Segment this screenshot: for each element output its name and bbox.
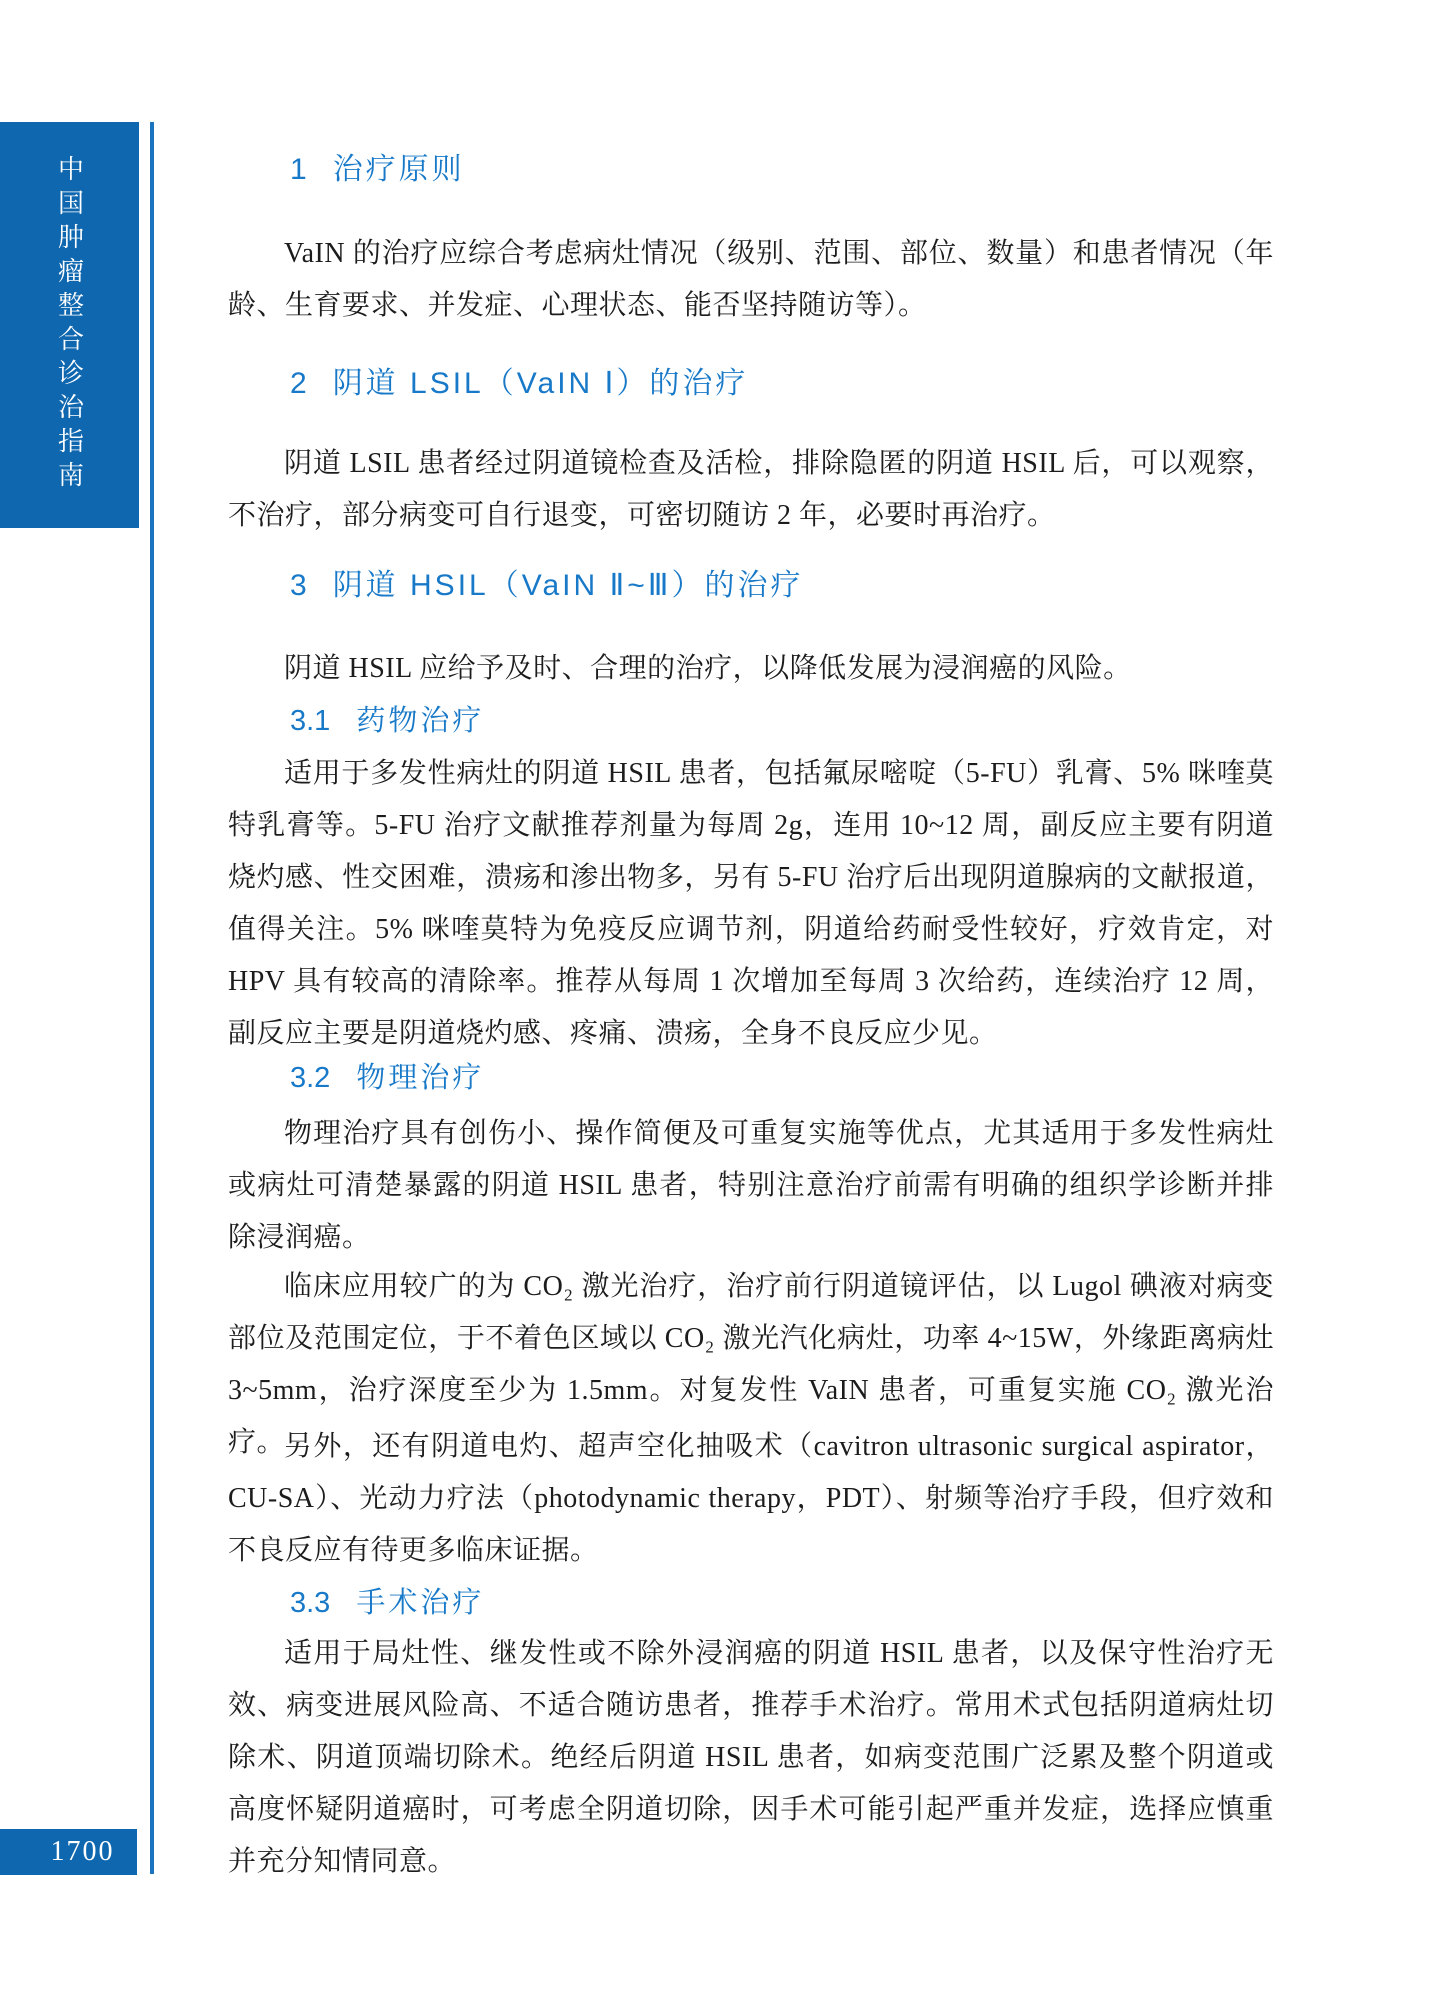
section-number: 2 [290, 367, 307, 400]
section-heading-3 [228, 566, 1274, 606]
paragraph-treatment-principle: VaIN 的治疗应综合考虑病灶情况（级别、范围、部位、数量）和患者情况（年龄、生育要求、并发症、心理状态、能否坚持随访等）。 [228, 238, 1274, 321]
subsection-title: 物理治疗 [356, 1062, 485, 1094]
paragraph-drug-therapy: 适用于多发性病灶的阴道 HSIL 患者，包括氟尿嘧啶（5-FU）乳膏、5% 咪喹莫特乳膏等。5-FU 治疗文献推荐剂量为每周 2g，连用 10~12 周，副反应主要有阴道烧灼感、性交困难，溃疡和渗出物多，另有 5-FU 治疗后出现阴道腺病的文献报道，值得关注。5% 咪喹莫特为免疫反应调节剂，阴道给药耐受性较好，疗效肯定，对 HPV 具有较高的清除率。推荐从每周 1 次增加至每周 3 次给药，连续治疗 12 周，副反应主要是阴道烧灼感、疼痛、溃疡，全身不良反应少见。 [228, 758, 1274, 1049]
paragraph-physical-therapy-1: 物理治疗具有创伤小、操作简便及可重复实施等优点，尤其适用于多发性病灶或病灶可清楚暴露的阴道 HSIL 患者，特别注意治疗前需有明确的组织学诊断并排除浸润癌。 [228, 1118, 1274, 1253]
paragraph-physical-therapy-2: 临床应用较广的为 CO₂ 激光治疗，治疗前行阴道镜评估，以 Lugol 碘液对病变部位及范围定位，于不着色区域以 CO₂ 激光汽化病灶，功率 4~15W，外缘距离病灶 3~5mm，治疗深度至少为 1.5mm。对复发性 VaIN 患者，可重复实施 CO₂ 激光治疗。 [228, 1271, 1274, 1458]
section-number: 1 [290, 153, 307, 186]
paragraph-lsil-treatment: 阴道 LSIL 患者经过阴道镜检查及活检，排除隐匿的阴道 HSIL 后，可以观察，不治疗，部分病变可自行退变，可密切随访 2 年，必要时再治疗。 [228, 448, 1274, 531]
subsection-number: 3.1 [290, 705, 331, 737]
subsection-number: 3.2 [290, 1062, 331, 1094]
subsection-heading-3-3 [228, 1584, 1274, 1622]
section-heading-1 [228, 150, 1274, 190]
paragraph-hsil-intro: 阴道 HSIL 应给予及时、合理的治疗，以降低发展为浸润癌的风险。 [284, 653, 1132, 684]
section-heading-2 [228, 364, 1274, 404]
subsection-heading-3-1 [228, 702, 1274, 740]
section-number: 3 [290, 569, 307, 602]
page-number: 1700 [50, 1836, 115, 1867]
sidebar-band [0, 122, 139, 528]
subsection-heading-3-2 [228, 1059, 1274, 1097]
subsection-number: 3.3 [290, 1587, 331, 1619]
book-title-vertical: 中国肿瘤整合诊治指南 [54, 155, 85, 495]
section-title: 治疗原则 [332, 153, 465, 186]
subsection-title: 药物治疗 [356, 705, 485, 737]
paragraph-surgical-therapy: 适用于局灶性、继发性或不除外浸润癌的阴道 HSIL 患者，以及保守性治疗无效、病变进展风险高、不适合随访患者，推荐手术治疗。常用术式包括阴道病灶切除术、阴道顶端切除术。绝经后阴道 HSIL 患者，如病变范围广泛累及整个阴道或高度怀疑阴道癌时，可考虑全阴道切除，因手术可能引起严重并发症，选择应慎重并充分知情同意。 [228, 1638, 1274, 1877]
content-column [228, 0, 1274, 2010]
subsection-title: 手术治疗 [356, 1587, 485, 1619]
vertical-divider [150, 122, 154, 1874]
section-title: 阴道 HSIL（VaIN Ⅱ~Ⅲ）的治疗 [332, 569, 804, 602]
section-title: 阴道 LSIL（VaIN Ⅰ）的治疗 [332, 367, 749, 400]
paragraph-physical-therapy-3: 另外，还有阴道电灼、超声空化抽吸术（cavitron ultrasonic surgical aspirator，CU-SA）、光动力疗法（photodynamic therapy，PDT）、射频等治疗手段，但疗效和不良反应有待更多临床证据。 [228, 1431, 1274, 1566]
page-number-badge [0, 1829, 137, 1875]
